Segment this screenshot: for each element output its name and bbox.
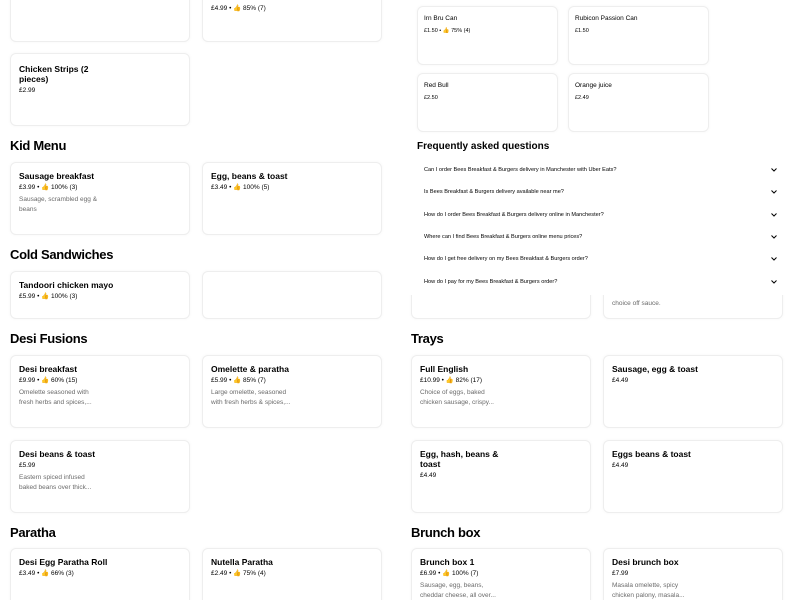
item-meta: £5.99 • 👍 100% (3) [19,293,78,300]
faq-title: Frequently asked questions [417,141,550,152]
menu-item-card[interactable] [568,73,709,132]
item-meta: £3.99 • 👍 100% (3) [19,184,78,191]
faq-question: How do I pay for my Bees Breakfast & Burgers order? [424,278,558,285]
item-description: Omelette seasoned with fresh herbs and spices,... [19,389,92,406]
menu-item-card[interactable] [10,548,190,600]
faq-item[interactable] [417,270,783,292]
faq-question: Where can I find Bees Breakfast & Burgers online menu prices? [424,234,583,241]
item-name: Desi beans & toast [19,449,96,459]
item-name: Sausage, egg & toast [612,364,698,374]
item-name: Full English [420,364,469,374]
item-meta: £10.99 • 👍 82% (17) [420,377,483,384]
item-meta: £2.50 [424,95,438,101]
item-name: Desi breakfast [19,364,78,374]
item-meta: £4.49 [420,472,437,479]
menu-item-card[interactable] [10,440,190,513]
item-name: Desi Egg Paratha Roll [19,557,108,567]
item-name: Eggs beans & toast [612,449,691,459]
item-name: Irn Bru Can [424,15,458,22]
menu-item-card[interactable] [603,355,783,428]
menu-item-card[interactable] [417,6,558,65]
menu-item-card[interactable] [568,6,709,65]
item-price: £2.99 [19,87,36,94]
section-title-cold-sandwiches: Cold Sandwiches [10,247,114,262]
menu-item-card[interactable] [411,355,591,428]
item-name: Brunch box 1 [420,557,475,567]
faq-question: Can I order Bees Breakfast & Burgers delivery in Manchester with Uber Eats? [424,167,617,174]
item-description: Sausage, scrambled egg & beans [19,196,98,213]
menu-item-card[interactable] [202,355,382,428]
item-description: Large omelette, seasoned with fresh herbs & spices,... [211,389,291,406]
chevron-down-icon[interactable] [770,211,777,218]
item-name: Red Bull [424,82,449,89]
menu-item-card[interactable] [411,548,591,600]
item-name: Tandoori chicken mayo [19,280,114,290]
item-meta: £7.99 [612,570,629,577]
item-description: Sausage, egg, beans, cheddar cheese, all over... [420,582,496,599]
item-meta: £3.49 • 👍 100% (5) [211,184,270,191]
menu-item-card[interactable] [603,548,783,600]
item-meta: £1.50 [575,28,589,34]
item-name: Omelette & paratha [211,364,289,374]
section-title-desi-fusions: Desi Fusions [10,331,88,346]
item-name: Desi brunch box [612,557,679,567]
section-title-trays: Trays [411,331,444,346]
faq-item[interactable] [417,159,783,181]
menu-item-card[interactable] [10,0,190,42]
menu-item-card[interactable] [202,0,382,42]
item-name: Orange juice [575,82,612,89]
item-meta: £3.49 • 👍 66% (3) [19,570,74,577]
item-description: choice off sauce. [612,300,661,307]
item-meta: £4.49 [612,377,629,384]
faq-question: Is Bees Breakfast & Burgers delivery available near me? [424,189,564,196]
menu-item-card[interactable] [10,53,190,126]
item-meta: £5.99 [19,462,36,469]
chevron-down-icon[interactable] [770,167,777,174]
item-name: Chicken Strips (2 pieces) [19,64,89,84]
menu-item-card[interactable] [411,440,591,513]
faq-question: How do I get free delivery on my Bees Breakfast & Burgers order? [424,256,588,263]
item-description: Masala omelette, spicy chicken palony, masala... [612,582,685,599]
item-name: Rubicon Passion Can [575,15,638,22]
faq-item[interactable] [417,181,783,203]
item-meta: £6.99 • 👍 100% (7) [420,570,479,577]
item-meta: £1.50 • 👍 75% (4) [424,28,471,34]
section-title-brunch-box: Brunch box [411,525,481,540]
menu-item-card[interactable] [202,162,382,235]
chevron-down-icon[interactable] [770,256,777,263]
faq-item[interactable] [417,226,783,248]
item-name: Egg, hash, beans & toast [420,449,499,469]
menu-item-card[interactable] [10,271,190,319]
item-name: Sausage breakfast [19,171,95,181]
item-name: Nutella Paratha [211,557,273,567]
chevron-down-icon[interactable] [770,234,777,241]
menu-item-card[interactable] [10,162,190,235]
chevron-down-icon[interactable] [770,278,777,285]
item-meta: £2.49 • 👍 75% (4) [211,570,266,577]
item-description: Choice of eggs, baked chicken sausage, crispy... [420,389,494,406]
item-meta: £9.99 • 👍 60% (15) [19,377,78,384]
menu-item-card[interactable] [202,548,382,600]
item-name: Egg, beans & toast [211,171,288,181]
menu-item-card[interactable] [202,271,382,319]
faq-item[interactable] [417,204,783,226]
section-title-kid-menu: Kid Menu [10,138,67,153]
item-meta: £4.99 • 👍 85% (7) [211,5,266,12]
faq-item[interactable] [417,248,783,270]
menu-item-card[interactable] [603,440,783,513]
faq-list [417,159,783,293]
chevron-down-icon[interactable] [770,189,777,196]
menu-item-card[interactable] [417,73,558,132]
section-title-paratha: Paratha [10,525,56,540]
item-meta: £5.99 • 👍 85% (7) [211,377,266,384]
item-description: Eastern spiced infused baked beans over thick... [19,474,92,491]
item-meta: £2.49 [575,95,589,101]
item-meta: £4.49 [612,462,629,469]
faq-question: How do I order Bees Breakfast & Burgers delivery online in Manchester? [424,211,604,218]
menu-item-card[interactable] [10,355,190,428]
